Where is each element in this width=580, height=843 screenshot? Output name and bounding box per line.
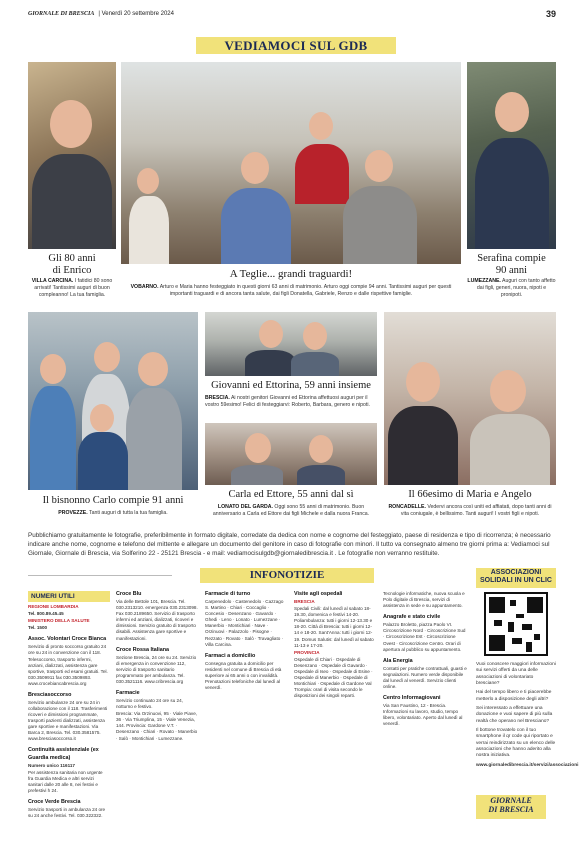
continuita-text: Per assistenza sanitaria non urgente fra Guardia Medica e altri servizi sanitari dalle 20 alle 8, nei festivi e prefestivi h 24. (28, 769, 103, 793)
farmacie-list: Brescia: Via Orzinuovi, 95 · Viale Piave, 36 · Via Triumplina, 15 · Viale Venezia, 144. Provincia: Gardone V.T. · Desenzano · Chiari · Rovato · Manerbio · Salò · Montichiari · Lumezzane. (116, 711, 198, 741)
croce-verde-title: Croce Verde Brescia (28, 798, 81, 805)
photo-maria-angelo (384, 312, 556, 485)
caption-text-enrico (28, 278, 116, 299)
croce-rossa-text: Sezione Brescia, 24 ore su 24. Servizio di emergenza in convenzione 112, servizio di trasporto sanitario programmato per ambulanza. Tel. 030.3521116. www.cribrescia.org (116, 654, 197, 684)
visite-text: Spedali Civili: dal lunedì al sabato 18-19.30, domenica e festivi 14-20. Poliambulanza: tutti i giorni 12-13.30 e 18-20. Città di Brescia: tutti i giorni 12-14 e 18-20. Sant'Anna: tutti i giorni 12-19. Domus Salutis: dal lunedì al sabato 11-13 e 17-20. (294, 606, 374, 648)
provincia-label: PROVINCIA (294, 649, 320, 655)
page-number: 39 (545, 9, 556, 19)
caption-text-carla (205, 504, 377, 518)
caption-text-carlo (28, 510, 198, 517)
ala-title: Ala Energia (383, 657, 413, 664)
photo-serafina (467, 62, 556, 249)
info-column-5 (383, 591, 467, 819)
farmaci-domicilio-text: Consegna gratuita a domicilio per residenti nel comune di Brescia di età superiore ai 65 anni o con invalidità. Prenotazioni telefoniche dal lunedì al venerdì. (205, 660, 282, 690)
caption-title-carla: Carla ed Ettore, 55 anni dal sì (228, 489, 354, 500)
caption-title-carlo: Il bisnonno Carlo compie 91 anni (42, 495, 184, 506)
caption-text-giovanni (205, 395, 377, 409)
assoc-url[interactable]: www.giornaledibrescia.it/servizi/associazioni (476, 762, 579, 768)
assoc-croce-bianca-text: Servizio di pronto soccorso gratuito 24 ore su 24 in convenzione con il 118. Telesoccorso, trasporto infermi, anziani, dializzati, assistenza gare sportive, trasporti ed esami gratuiti. Tel. 030.3509911 fax 030.3509893. www.crocebiancabrescia.org (28, 644, 108, 686)
farmaci-domicilio-title: Farmaci a domicilio (205, 652, 256, 659)
caption-body-maria: Vedervi ancora così uniti ed affiatati, dopo tanti anni di vita coniugale, è bellissimo. Tanti auguri! I vostri figli e nipoti. (400, 504, 552, 518)
caption-body-giovanni: Ai nostri genitori Giovanni ed Ettorina affettuosi auguri per il vostro 59esimo! Felici di festeggiarvi: Roberto, Barbara, genero e nipoti. (205, 395, 370, 409)
associazioni-box: ASSOCIAZIONI SOLIDALI IN UN CLIC (476, 568, 556, 588)
croce-blu-title: Croce Blu (116, 591, 142, 597)
associazioni-text (476, 662, 579, 792)
caption-place-serafina: LUMEZZANE. (467, 278, 501, 284)
caption-place-giovanni: BRESCIA. (205, 395, 230, 401)
infonotizie-title: INFONOTIZIE (200, 568, 374, 583)
gdb-logo: GIORNALE DI BRESCIA (476, 795, 546, 819)
caption-place-teglie: VOBARNO. (130, 284, 159, 290)
visite-city: BRESCIA (294, 599, 315, 605)
turno-title: Farmacie di turno (205, 591, 251, 597)
visite-title: Visite agli ospedali (294, 591, 343, 597)
caption-body-carlo: Tanti auguri di tutta la tua famiglia. (89, 510, 168, 516)
caption-title-giovanni: Giovanni ed Ettorina, 59 anni insieme (211, 380, 371, 391)
caption-text-serafina (467, 278, 556, 299)
bresciasoccorso-title: Bresciasoccorso (28, 691, 72, 698)
caption-text-maria (384, 504, 556, 518)
caption-body-carla: Oggi sono 55 anni di matrimonio. Buon anniversario a Carla ed Ettore dai figli Michele e dalla nuora Franca. (212, 504, 370, 518)
anagrafe-text: Palazzo Broletto, piazza Paolo VI. Circoscrizione Nord · Circoscrizione Sud · Circoscrizione Est · Circoscrizione Ovest · Circoscrizione Centro. Orari di apertura al pubblico su appuntamento. (383, 622, 466, 652)
submission-notice: Pubblichiamo gratuitamente le fotografie, preferibilmente in formato digitale, corredate da dedica con nome e cognome del festeggiato, paese di residenza e tipo di ricorrenza; è necessario indicare anche nome, cognome e telefono del mittente e allegare un documento del genitore in caso di fotografie con minori. Il tutto va consegnato almeno tre giorni prima a: Vediamoci sul Giornale, Giornale di Brescia, via Solferino 22 - 25121 Brescia - e mail: vediamocisulgdb@giornaledibrescia.it . Le fotografie non verranno restituite. (28, 532, 551, 558)
issue-date: | Venerdì 20 settembre 2024 (98, 11, 174, 17)
provincia-text: Ospedale di Chiari · Ospedale di Desenzano · Ospedale di Gavardo · Ospedale di Iseo · Ospedale di Esine · Ospedale di Manerbio · Ospedale di Montichiari · Ospedale di Gardone Val Trompia: orari di visita secondo le disposizioni dei singoli reparti. (294, 656, 373, 699)
caption-place-carlo: PROVEZZE. (58, 510, 88, 516)
page-header (28, 8, 556, 20)
caption-title-teglie: A Teglie... grandi traguardi! (229, 268, 353, 280)
ministero-label: MINISTERO DELLA SALUTE (28, 618, 90, 624)
caption-title-serafina: Serafina compie 90 anni (477, 253, 546, 276)
caption-title-maria: Il 66esimo di Maria e Angelo (408, 489, 532, 500)
region-phone: Tel. 800.89.45.45 (28, 611, 64, 617)
assoc-text-1: Vuoi conoscere maggiori informazioni sui servizi offerti da una delle associazioni di volontariato bresciane? (476, 662, 556, 686)
assoc-croce-bianca-title: Assoc. Volontari Croce Bianca (28, 636, 107, 643)
assoc-text-3: Sei interessato a effettuare una donazione e vuoi sapere di più sulla realtà che operano nel Bresciano? (476, 705, 553, 724)
photo-enrico (28, 62, 116, 249)
farmacie-text: Servizio continuato 24 ore su 24, notturno e festivo. (116, 698, 183, 710)
info-column-1 (28, 604, 108, 819)
caption-place-carla: LONATO DEL GARDA. (217, 504, 273, 510)
ministero-phone: Tel. 1500 (28, 625, 48, 631)
assoc-text-4: Il bottone trovatelo con il tuo smartphone il qr code qui riportato e verrai reindirizzato su un elenco delle associazioni che hanno aderito alla nostra iniziativa. (476, 727, 556, 759)
section-rule (28, 575, 172, 576)
photo-carlo (28, 312, 198, 490)
info-column-3 (205, 591, 287, 819)
numeri-utili-box: NUMERI UTILI (28, 591, 110, 602)
turno-list: Carpenedolo · Castenedolo · Cazzago S. Martino · Chiari · Coccaglio · Concesio · Desenzano · Gavardo · Ghedi · Leno · Lonato · Lumezzane · Manerbio · Montichiari · Nave · Orzinuovi · Palazzolo · Pisogne · Rezzato · Rovato · Salò · Travagliato · Villa Carcina. (205, 599, 284, 647)
caption-body-enrico: I fatidici 80 sono arrivati! Tantissimi auguri di buon compleanno! La tua famiglia. (34, 278, 113, 299)
centro-title: Centro Informagiovani (383, 695, 441, 701)
continuita-phone: Numero unico 116117 (28, 762, 75, 768)
caption-body-teglie: Arturo e Maria hanno festeggiato in questi giorni 63 anni di matrimonio. Arturo oggi compie 94 anni. Tantissimi auguri per questi importanti traguardi e di ancora tanta salute, dai figli Donatella, Gabriele, Renzo e dalle rispettive famiglie. (159, 284, 452, 298)
col5-intro: Tecnologie informatiche, nuova scuola e Polo digitale di Brescia, servizi di assistenza in sede e su appuntamento. (383, 591, 465, 609)
region-label: REGIONE LOMBARDIA (28, 604, 79, 609)
caption-place-enrico: VILLA CARCINA. (31, 278, 74, 284)
farmacie-title: Farmacie (116, 690, 140, 696)
caption-text-teglie (121, 284, 461, 298)
info-column-2 (116, 591, 198, 819)
newspaper-brand: GIORNALE DI BRESCIA (28, 11, 95, 17)
croce-verde-text: Servizio trasporti in ambulanza 24 ore su 24 anche festivi. Tel. 030.322322. (28, 807, 106, 819)
centro-text: Via San Faustino, 12 - Brescia. Informazioni su lavoro, studio, tempo libero, volontariato. Aperto dal lunedì al venerdì. (383, 703, 463, 727)
caption-title-enrico: Gli 80 anni di Enrico (48, 253, 96, 276)
assoc-text-2: Hai del tempo libero e ti piacerebbe metterlo a disposizione degli altri? (476, 690, 552, 702)
photo-teglie (121, 62, 461, 264)
caption-body-serafina: Auguri con tanto affetto dai figli, generi, nuora, nipoti e pronipoti. (476, 278, 556, 299)
info-column-4 (294, 591, 376, 819)
croce-blu-text: Via delle Bettole 101, Brescia. Tel. 030.2313210. emergenza 030.2313098. Fax 030.2189650. Servizio di trasporto infermi ed anziani, dializzati, ricoveri e dimissioni. Servizio gratuito di trasporto disabili. Assistenza gare sportive e manifestazioni. (116, 599, 198, 641)
photo-carla (205, 423, 377, 485)
ala-text: Contatti per pratiche contrattuali, guasti e segnalazioni. Numero verde disponibile dal lunedì al venerdì. Servizio clienti online. (383, 665, 467, 689)
anagrafe-title: Anagrafe e stato civile (383, 614, 441, 621)
bresciasoccorso-text: Servizio ambulanze 24 ore su 24 in collaborazione con il 118. Trasferimenti ricoveri e dimissioni programmate, trasporti pazienti dializzati, assistenza gare sportive e manifestazioni. Via Barca 2, Brescia. Tel. 030.3581575. www.bresciasoccorso.it (28, 699, 108, 742)
qr-code-icon[interactable] (484, 592, 548, 656)
caption-place-maria: RONCADELLE. (388, 504, 426, 510)
photo-giovanni (205, 312, 377, 376)
section-banner: VEDIAMOCI SUL GDB (196, 37, 396, 54)
continuita-title: Continuità assistenziale (ex Guardia medica) (28, 747, 99, 761)
croce-rossa-title: Croce Rossa Italiana (116, 646, 170, 653)
